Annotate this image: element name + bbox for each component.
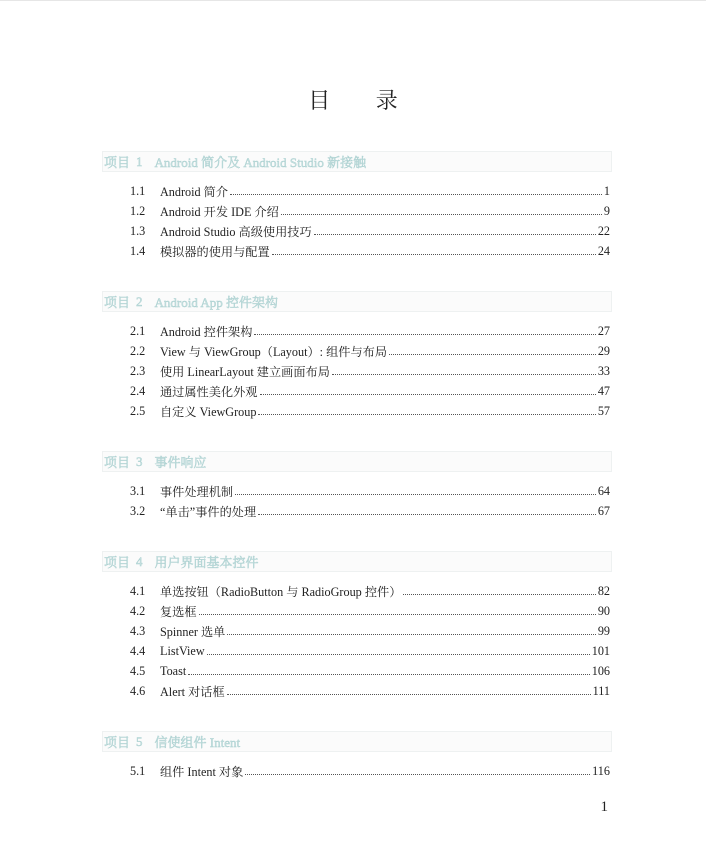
toc-entry[interactable] <box>130 481 610 501</box>
chapter-prefix: 项目 <box>104 455 131 470</box>
toc-entry[interactable] <box>130 241 610 261</box>
dot-leader <box>389 353 596 355</box>
entry-number: 1.2 <box>130 203 146 218</box>
entry-page-number: 29 <box>597 343 610 358</box>
chapter-heading[interactable] <box>102 451 612 472</box>
chapter-name: 事件响应 <box>154 455 207 470</box>
entry-title: 复选框 <box>160 604 197 619</box>
dot-leader <box>314 233 596 235</box>
toc-entry[interactable] <box>130 761 610 781</box>
dot-leader <box>245 773 590 775</box>
chapter-number: 4 <box>136 553 143 569</box>
chapter-heading[interactable] <box>102 731 612 752</box>
entry-page-number: 111 <box>592 683 610 698</box>
page-number: 1 <box>600 799 608 815</box>
entry-number: 4.3 <box>130 623 146 638</box>
entry-title: 单选按钮（RadioButton 与 RadioGroup 控件） <box>160 584 402 599</box>
dot-leader <box>332 373 596 375</box>
entry-number: 4.4 <box>130 643 146 658</box>
entry-number: 4.1 <box>130 583 146 598</box>
entry-number: 2.3 <box>130 363 146 378</box>
entry-number: 2.4 <box>130 383 146 398</box>
entry-title: Spinner 选单 <box>160 624 226 639</box>
entry-title: Android 开发 IDE 介绍 <box>160 204 279 219</box>
chapter-number: 3 <box>136 453 143 469</box>
entry-page-number: 22 <box>597 223 610 238</box>
toc-entry[interactable] <box>130 361 610 381</box>
entry-page-number: 90 <box>597 603 610 618</box>
toc-entry[interactable] <box>130 201 610 221</box>
toc-entry[interactable] <box>130 341 610 361</box>
entry-title: View 与 ViewGroup（Layout）: 组件与布局 <box>160 344 388 359</box>
entry-page-number: 57 <box>597 403 610 418</box>
toc-entry[interactable] <box>130 401 610 421</box>
dot-leader <box>230 193 602 195</box>
chapter-prefix: 项目 <box>104 155 131 170</box>
entry-title: Alert 对话框 <box>160 684 225 699</box>
dot-leader <box>254 333 595 335</box>
entry-title: 自定义 ViewGroup <box>160 404 257 419</box>
entry-number: 4.6 <box>130 683 146 698</box>
toc-entry[interactable] <box>130 681 610 701</box>
dot-leader <box>235 493 596 495</box>
toc-entry[interactable] <box>130 661 610 681</box>
toc-entry[interactable] <box>130 601 610 621</box>
chapter-name: Android App 控件架构 <box>154 295 279 310</box>
toc-entry[interactable] <box>130 621 610 641</box>
chapter-heading[interactable] <box>102 151 612 172</box>
entry-page-number: 101 <box>591 643 610 658</box>
entry-title: 模拟器的使用与配置 <box>160 244 270 259</box>
dot-leader <box>403 593 595 595</box>
entry-number: 2.5 <box>130 403 146 418</box>
entry-number: 4.5 <box>130 663 146 678</box>
dot-leader <box>188 673 589 675</box>
toc-entry[interactable] <box>130 581 610 601</box>
chapter-prefix: 项目 <box>104 295 131 310</box>
entry-page-number: 64 <box>597 483 610 498</box>
entry-title: 组件 Intent 对象 <box>160 764 244 779</box>
entry-number: 1.1 <box>130 183 146 198</box>
entry-title: Android 控件架构 <box>160 324 253 339</box>
toc-entry[interactable] <box>130 381 610 401</box>
entry-page-number: 116 <box>592 763 610 778</box>
entry-page-number: 24 <box>597 243 610 258</box>
toc-entry[interactable] <box>130 221 610 241</box>
chapter-name: Android 简介及 Android Studio 新接触 <box>154 155 367 170</box>
chapter-name: 信使组件 Intent <box>154 735 241 750</box>
entry-page-number: 33 <box>597 363 610 378</box>
chapter-prefix: 项目 <box>104 735 131 750</box>
chapter-number: 1 <box>136 153 143 169</box>
entry-title: 事件处理机制 <box>160 484 234 499</box>
entry-title: ListView <box>160 643 205 658</box>
entry-title: 通过属性美化外观 <box>160 384 258 399</box>
top-border-line <box>0 0 706 1</box>
entry-number: 3.2 <box>130 503 146 518</box>
entry-page-number: 106 <box>591 663 610 678</box>
dot-leader <box>258 513 596 515</box>
entry-page-number: 27 <box>597 323 610 338</box>
chapter-prefix: 项目 <box>104 555 131 570</box>
entry-number: 1.3 <box>130 223 146 238</box>
entry-number: 5.1 <box>130 763 146 778</box>
toc-entry[interactable] <box>130 641 610 661</box>
dot-leader <box>281 213 602 215</box>
chapter-heading[interactable] <box>102 551 612 572</box>
chapter-heading[interactable] <box>102 291 612 312</box>
entry-number: 3.1 <box>130 483 146 498</box>
toc-entry[interactable] <box>130 321 610 341</box>
chapter-number: 5 <box>136 733 143 749</box>
entry-number: 4.2 <box>130 603 146 618</box>
entry-title: Android 简介 <box>160 184 229 199</box>
entry-page-number: 9 <box>603 203 610 218</box>
entry-page-number: 47 <box>597 383 610 398</box>
dot-leader <box>227 633 595 635</box>
dot-leader <box>260 393 596 395</box>
entry-title: 使用 LinearLayout 建立画面布局 <box>160 364 330 379</box>
entry-number: 2.1 <box>130 323 146 338</box>
entry-page-number: 82 <box>597 583 610 598</box>
page-title: 目 录 <box>308 88 418 113</box>
entry-title: “单击”事件的处理 <box>160 504 257 519</box>
dot-leader <box>227 693 591 695</box>
entry-page-number: 99 <box>597 623 610 638</box>
dot-leader <box>258 413 595 415</box>
chapter-number: 2 <box>136 293 143 309</box>
toc-entry[interactable] <box>130 181 610 201</box>
entry-page-number: 67 <box>597 503 610 518</box>
entry-page-number: 1 <box>603 183 610 198</box>
entry-title: Toast <box>160 663 187 678</box>
entry-title: Android Studio 高级使用技巧 <box>160 224 312 239</box>
dot-leader <box>199 613 596 615</box>
dot-leader <box>207 653 590 655</box>
chapter-name: 用户界面基本控件 <box>154 555 259 570</box>
entry-number: 1.4 <box>130 243 146 258</box>
toc-entry[interactable] <box>130 501 610 521</box>
entry-number: 2.2 <box>130 343 146 358</box>
dot-leader <box>272 253 596 255</box>
